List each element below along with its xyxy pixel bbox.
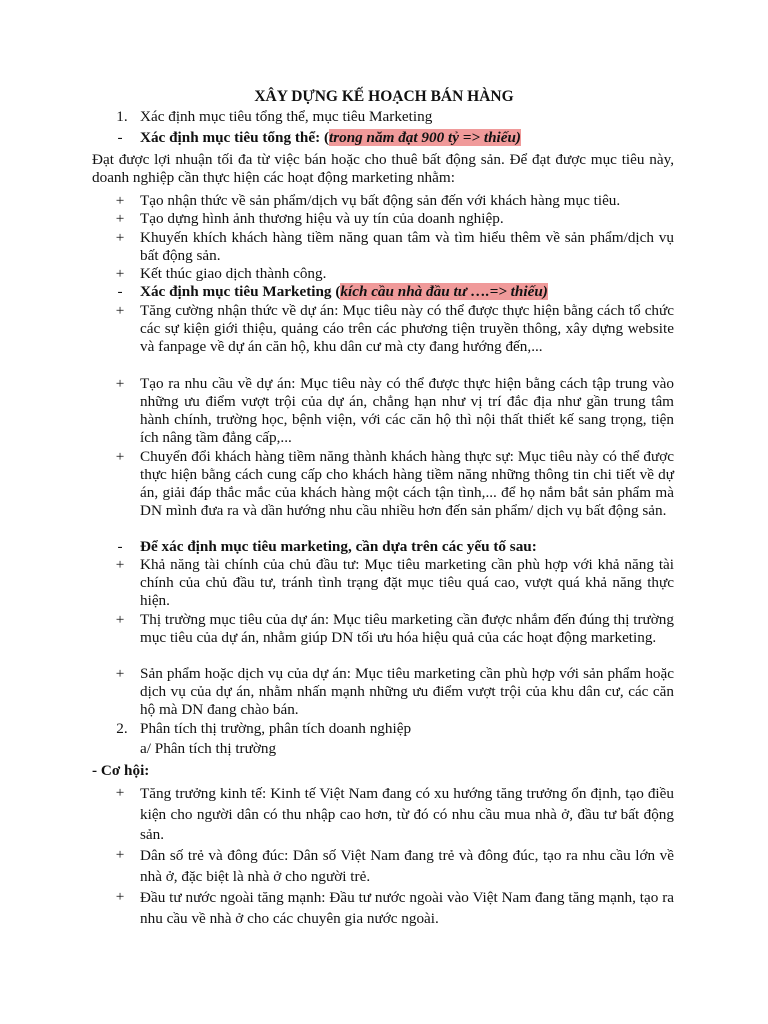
item-text: Phân tích thị trường, phân tích doanh nghiệp xyxy=(140,720,412,737)
list-item: Tạo nhận thức về sản phẩm/dịch vụ bất động sản đến với khách hàng mục tiêu. xyxy=(140,192,621,209)
plus-marker: + xyxy=(115,448,125,465)
list-number: 1. xyxy=(116,108,128,125)
heading-lead: Xác định mục tiêu Marketing ( xyxy=(140,283,341,300)
subsection-label: a/ Phân tích thị trường xyxy=(140,740,277,757)
plus-marker: + xyxy=(115,556,125,573)
opportunities-heading: - Cơ hội: xyxy=(92,762,150,779)
dash-marker: - xyxy=(117,538,123,555)
list-item: Khả năng tài chính của chủ đầu tư: Mục tiêu marketing cần phù hợp với khả năng tài chính của chủ đầu tư, tránh tình trạng đặt mục tiêu quá cao, vượt quá khả năng thực hiện. xyxy=(140,556,674,609)
plus-marker: + xyxy=(115,192,125,209)
list-item: Tạo dựng hình ảnh thương hiệu và uy tín của doanh nghiệp. xyxy=(140,210,504,227)
list-item: Chuyển đổi khách hàng tiềm năng thành khách hàng thực sự: Mục tiêu này có thể được thực hiện bằng cách cung cấp cho khách hàng tiềm năng những thông tin chi tiết về dự án, giải đáp thắc mắc của khách hàng một cách tận tình,... để họ nắm bắt sản phẩm mà DN mình đưa ra và dần hướng nhu cầu nhiều hơn đến sản phẩm/ dịch vụ bất động sản. xyxy=(140,448,674,519)
list-item: Đầu tư nước ngoài tăng mạnh: Đầu tư nước ngoài vào Việt Nam đang tăng mạnh, tạo ra nhu cầu về nhà ở cho các chuyên gia nước ngoài. xyxy=(140,889,674,927)
plus-marker: + xyxy=(115,611,125,628)
document-title: XÂY DỰNG KẾ HOẠCH BÁN HÀNG xyxy=(254,88,514,105)
list-item: Sản phẩm hoặc dịch vụ của dự án: Mục tiêu marketing cần phù hợp với sản phẩm hoặc dịch vụ của dự án, nhằm nhấn mạnh những ưu điểm vượt trội của khu dân cư, các căn hộ mà DN đang chào bán. xyxy=(140,665,674,718)
heading-text: Để xác định mục tiêu marketing, cần dựa trên các yếu tố sau: xyxy=(140,538,537,555)
list-item: Dân số trẻ và đông đúc: Dân số Việt Nam đang trẻ và đông đúc, tạo ra nhu cầu lớn về nhà ở, đặc biệt là nhà ở cho người trẻ. xyxy=(140,847,674,885)
list-item: Tạo ra nhu cầu về dự án: Mục tiêu này có thể được thực hiện bằng cách tập trung vào những ưu điểm vượt trội của dự án, chẳng hạn như vị trí đắc địa như gần trung tâm hành chính, trường học, bệnh viện, với các căn hộ thì nội thất thiết kế sang trọng, tiện ích nâng tầm đẳng cấp,... xyxy=(140,375,674,446)
dash-marker: - xyxy=(117,129,123,146)
list-item: Tăng trưởng kinh tế: Kinh tế Việt Nam đang có xu hướng tăng trưởng ổn định, tạo điều kiện cho người dân có thu nhập cao hơn, từ đó có nhu cầu mua nhà ở, đầu tư bất động sản. xyxy=(140,785,674,843)
list-number: 2. xyxy=(116,720,128,737)
list-item: Kết thúc giao dịch thành công. xyxy=(140,265,327,282)
list-item: Tăng cường nhận thức về dự án: Mục tiêu này có thể được thực hiện bằng cách tổ chức các sự kiện giới thiệu, quảng cáo trên các phương tiện truyền thông, xây dựng website và fanpage về dự án căn hộ, khu dân cư mà cty đang hướng đến,... xyxy=(140,302,674,355)
heading-lead: Xác định mục tiêu tổng thể: ( xyxy=(140,129,329,146)
overall-paragraph: Đạt được lợi nhuận tối đa từ việc bán hoặc cho thuê bất động sản. Để đạt được mục tiêu này, doanh nghiệp cần thực hiện các hoạt động marketing nhằm: xyxy=(92,151,674,186)
plus-marker: + xyxy=(115,888,125,905)
dash-marker: - xyxy=(117,283,123,300)
plus-marker: + xyxy=(115,229,125,246)
highlight-note: trong năm đạt 900 tỷ => thiếu) xyxy=(329,129,521,146)
plus-marker: + xyxy=(115,846,125,863)
plus-marker: + xyxy=(115,375,125,392)
plus-marker: + xyxy=(115,302,125,319)
list-item: Thị trường mục tiêu của dự án: Mục tiêu marketing cần được nhắm đến đúng thị trường mục tiêu của dự án, nhằm giúp DN tối ưu hóa hiệu quả của các hoạt động marketing. xyxy=(140,611,674,646)
plus-marker: + xyxy=(115,265,125,282)
plus-marker: + xyxy=(115,665,125,682)
list-item: Khuyến khích khách hàng tiềm năng quan tâm và tìm hiểu thêm về sản phẩm/dịch vụ bất động sản. xyxy=(140,229,674,264)
item-text: Xác định mục tiêu tổng thể, mục tiêu Marketing xyxy=(140,108,433,125)
plus-marker: + xyxy=(115,210,125,227)
plus-marker: + xyxy=(115,784,125,801)
highlight-note: kích cầu nhà đầu tư ….=> thiếu) xyxy=(340,283,548,300)
